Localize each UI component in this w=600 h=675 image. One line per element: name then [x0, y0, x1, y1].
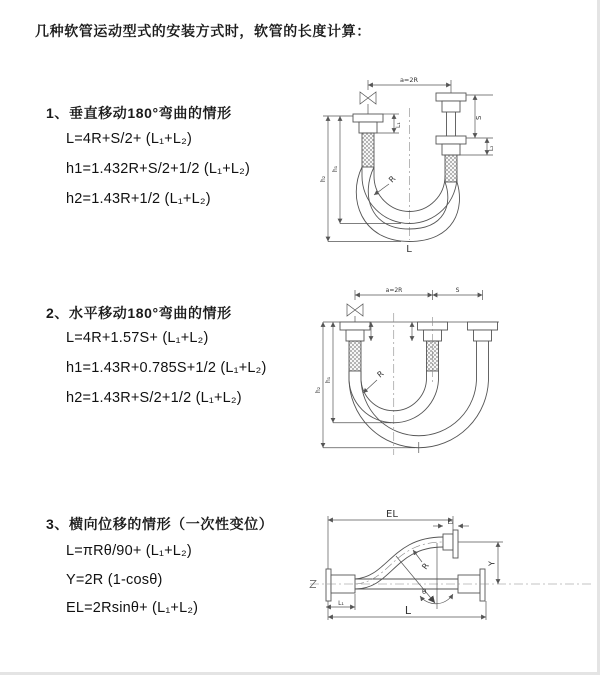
formula-line: EL=2Rsinθ+ (L₁+L₂): [66, 600, 199, 616]
dim-label-h2: h₂: [320, 175, 327, 182]
dim-label-a2r: a=2R: [385, 287, 403, 294]
dim-label-l: L: [404, 604, 412, 617]
dim-label-a2r: a=2R: [399, 76, 419, 84]
hose-u-bend-position1: [349, 371, 439, 423]
dim-label-l2: L₂: [489, 145, 495, 151]
formula-line: h1=1.43R+0.785S+1/2 (L₁+L₂): [66, 360, 267, 376]
braided-hose-section: [362, 133, 374, 167]
braided-hose-section: [445, 155, 457, 182]
radius-label: R: [387, 174, 398, 185]
dim-label-h1: h₁: [332, 165, 339, 172]
dim-label-el: EL: [386, 509, 398, 520]
valve-icon: [347, 304, 363, 322]
radius-label: R: [420, 561, 431, 572]
formula-line: L=4R+S/2+ (L₁+L₂): [66, 131, 192, 147]
valve-icon: [360, 92, 376, 114]
left-fitting: [340, 322, 370, 371]
section-2-heading: 2、水平移动180°弯曲的情形: [46, 305, 232, 321]
dim-label-h2: h₂: [315, 386, 322, 393]
formula-line: h2=1.43R+1/2 (L₁+L₂): [66, 191, 211, 207]
braided-hose-section: [349, 341, 361, 371]
dim-label-l1: L₁: [395, 122, 402, 128]
dim-label-l1: L₁: [338, 600, 344, 607]
formula-line: h1=1.432R+S/2+1/2 (L₁+L₂): [66, 161, 251, 177]
formula-line: L=πRθ/90+ (L₁+L₂): [66, 543, 192, 559]
radius-construction-line: [396, 556, 435, 603]
diagram-lateral-displacement: [300, 498, 600, 660]
formula-line: Y=2R (1-cosθ): [66, 572, 163, 588]
diagram-horizontal-180-bend: [303, 283, 573, 468]
dim-label-h1: h₁: [325, 376, 332, 383]
dim-label-l2: L₂: [447, 519, 454, 526]
dim-label-s: S: [475, 115, 483, 120]
dim-label-y: Y: [487, 561, 497, 566]
page-title: 几种软管运动型式的安装方式时，软管的长度计算：: [35, 23, 371, 39]
formula-line: h2=1.43R+S/2+1/2 (L₁+L₂): [66, 390, 242, 406]
right-flange-fitting: [458, 569, 485, 601]
section-1-heading: 1、垂直移动180°弯曲的情形: [46, 105, 232, 121]
length-label: L: [406, 244, 412, 255]
diagram-vertical-180-bend: [303, 70, 573, 260]
left-fitting: [353, 114, 383, 167]
radius-leader-line: [363, 380, 377, 393]
radius-label: R: [375, 369, 386, 380]
hose-u-bend-position2: [368, 167, 448, 229]
formula-line: L=4R+1.57S+ (L₁+L₂): [66, 330, 209, 346]
upper-flange-fitting: [443, 530, 458, 558]
right-fitting-upper: [436, 93, 466, 136]
section-3-heading: 3、横向位移的情形（一次性变位）: [46, 516, 274, 532]
left-flange-fitting: [326, 569, 355, 601]
right-fitting-lower: [436, 136, 466, 182]
right-fitting-displaced: [468, 322, 498, 341]
angle-label: θ: [422, 588, 427, 596]
hose-u-bend-position2: [349, 341, 489, 448]
hose-u-bend-position2: [361, 341, 477, 436]
dim-label-s: S: [455, 287, 460, 294]
